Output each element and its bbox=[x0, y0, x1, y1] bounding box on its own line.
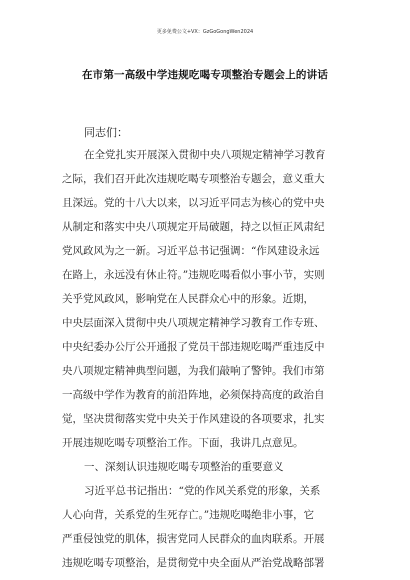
body-line: 违规吃喝专项整治，是贯彻党中央全面从严治党战略部署 bbox=[62, 557, 325, 569]
body-line: 一高级中学作为教育的前沿阵地，必须保持高度的政治自 bbox=[62, 389, 325, 401]
body-line: 关乎党风政风，影响党在人民群众心中的形象。近期， bbox=[62, 293, 314, 305]
document-body bbox=[62, 147, 362, 579]
body-line: 从制定和落实中央八项规定开局破题，持之以恒正风肃纪 bbox=[62, 221, 325, 233]
body-line: 央八项规定精神典型问题，为我们敲响了警钟。我们市第 bbox=[62, 365, 325, 377]
section-heading: 一、深刻认识违规吃喝专项整治的重要意义 bbox=[84, 461, 284, 473]
body-line: 在路上，永远没有休止符。”违规吃喝看似小事小节，实则 bbox=[62, 269, 325, 281]
body-line: 人心向背，关系党的生死存亡。”违规吃喝绝非小事，它 bbox=[62, 509, 315, 521]
body-line: 觉，坚决贯彻落实党中央关于作风建设的各项要求，扎实 bbox=[62, 413, 325, 425]
body-line: 中央层面深入贯彻中央八项规定精神学习教育工作专班、 bbox=[62, 317, 325, 329]
body-line: 在全党扎实开展深入贯彻中央八项规定精神学习教育 bbox=[84, 149, 326, 161]
body-line: 且深远。党的十八大以来，以习近平同志为核心的党中央 bbox=[62, 197, 325, 209]
salutation: 同志们： bbox=[84, 126, 128, 139]
body-line: 开展违规吃喝专项整治工作。下面，我讲几点意见。 bbox=[62, 437, 304, 449]
body-line: 中央纪委办公厅公开通报了党员干部违规吃喝严重违反中 bbox=[62, 341, 325, 353]
body-line: 之际，我们召开此次违规吃喝专项整治专题会，意义重大 bbox=[62, 173, 325, 185]
header-note: 更多免费公文+VX：GzGoGongWen2024 bbox=[156, 29, 254, 35]
document-title: 在市第一高级中学违规吃喝专项整治专题会上的讲话 bbox=[81, 69, 329, 81]
body-line: 习近平总书记指出：“党的作风关系党的形象，关系 bbox=[84, 485, 321, 497]
body-line: 党风政风为之一新。习近平总书记强调：“作风建设永远 bbox=[62, 245, 320, 257]
body-line: 严重侵蚀党的肌体，损害党同人民群众的血肉联系。开展 bbox=[62, 533, 325, 545]
